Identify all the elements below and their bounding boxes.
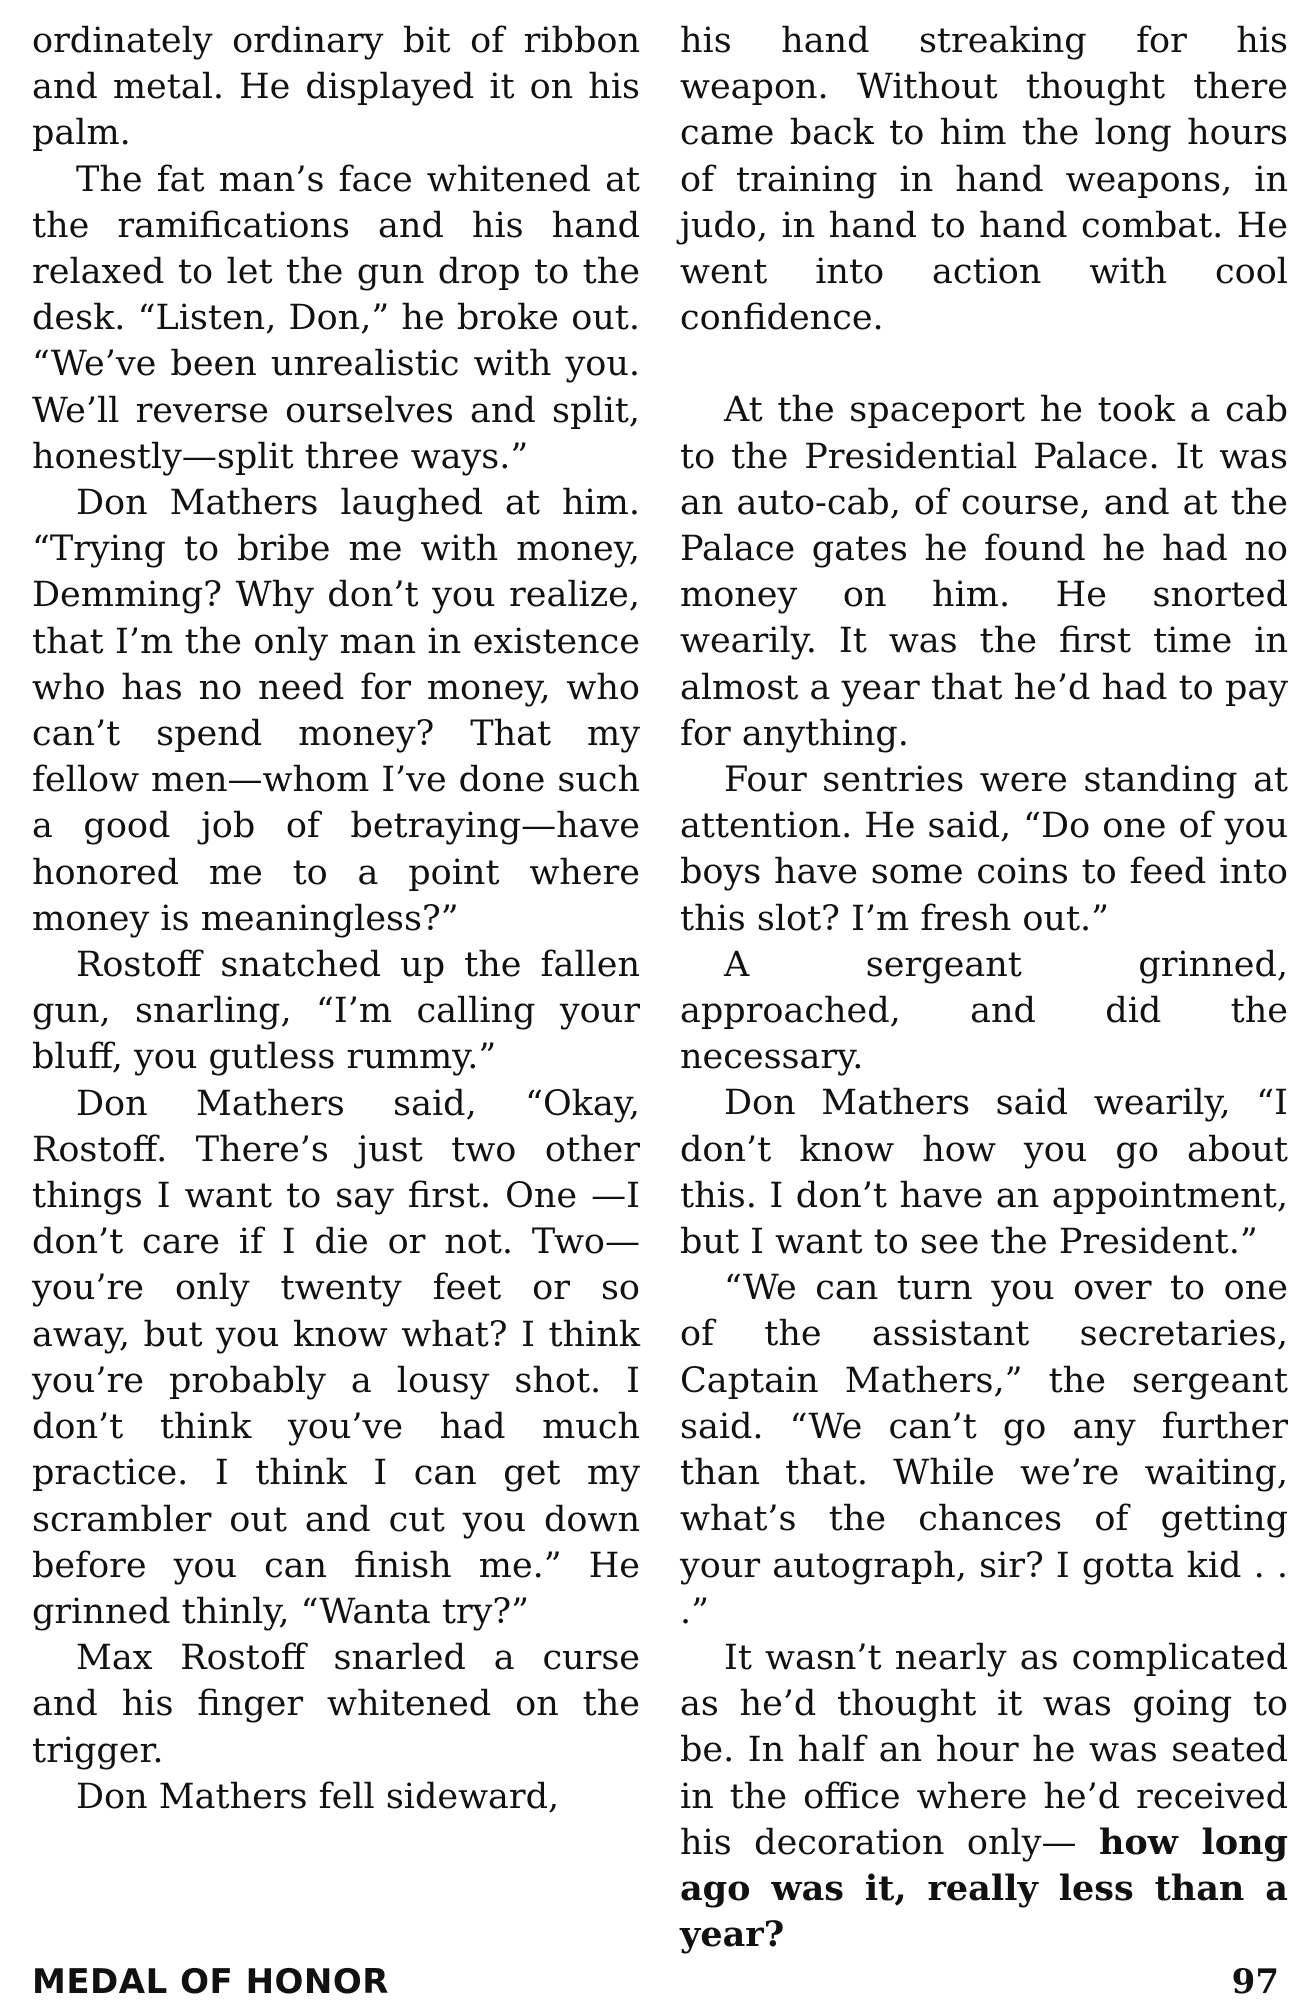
- paragraph: A sergeant grinned, approached, and did the necessary.: [680, 944, 1288, 1078]
- right-column: [680, 18, 1288, 1958]
- paragraph: It wasn’t nearly as complicated as he’d thought it was going to be. In half an hour he was seated in the office where he’d received his decoration only— how long ago was it, really less than a year?: [680, 1637, 1289, 1956]
- paragraph: Don Mathers laughed at him. “Trying to bribe me with money, Demming? Why don’t you realize, that I’m the only man in existence who has no need for money, who can’t spend money? That my fellow men—whom I’ve done such a good job of betraying—have honored me to a point where money is meaningless?”: [32, 483, 640, 939]
- page-number: 97: [1231, 1962, 1279, 2002]
- paragraph: his hand streaking for his weapon. Without thought there came back to him the long hours of training in hand weapons, in judo, in hand to hand combat. He went into action with cool confidence.: [680, 21, 1288, 339]
- paragraph: Four sentries were standing at attention. He said, “Do one of you boys have some coins to feed into this slot? I’m fresh out.”: [680, 760, 1288, 939]
- page-footer: [32, 1962, 1279, 2002]
- paragraph: At the spaceport he took a cab to the Presidential Palace. It was an auto-cab, of course, and at the Palace gates he found he had no money on him. He snorted wearily. It was the first time in almost a year that he’d had to pay for anything.: [680, 390, 1288, 754]
- paragraph: The fat man’s face whitened at the ramifications and his hand relaxed to let the gun drop to the desk. “Listen, Don,” he broke out. “We’ve been unrealistic with you. We’ll reverse ourselves and split, honestly—split three ways.”: [32, 159, 640, 477]
- paragraph: Max Rostoff snarled a curse and his finger whitened on the trigger.: [32, 1638, 640, 1771]
- left-column: [32, 18, 640, 1820]
- paragraph: Don Mathers said, “Okay, Rostoff. There’s just two other things I want to say first. One —I don’t care if I die or not. Two—you’re only twenty feet or so away, but you know what? I think you’re probably a lousy shot. I don’t think you’ve had much practice. I think I can get my scrambler out and cut you down before you can finish me.” He grinned thinly, “Wanta try?”: [32, 1083, 640, 1632]
- book-page: [32, 18, 1289, 1958]
- paragraph: Don Mathers fell sideward,: [76, 1776, 560, 1817]
- paragraph: Rostoff snatched up the fallen gun, snarling, “I’m calling your bluff, you gutless rummy.”: [32, 945, 640, 1078]
- paragraph: “We can turn you over to one of the assistant secretaries, Captain Mathers,” the sergeant said. “We can’t go any further than that. While we’re waiting, what’s the chances of getting your autograph, sir? I gotta kid . . .”: [680, 1268, 1288, 1632]
- paragraph: ordinately ordinary bit of ribbon and metal. He displayed it on his palm.: [32, 21, 640, 154]
- running-title: MEDAL OF HONOR: [32, 1962, 389, 2002]
- paragraph: Don Mathers said wearily, “I don’t know how you go about this. I don’t have an appointment, but I want to see the President.”: [680, 1083, 1288, 1263]
